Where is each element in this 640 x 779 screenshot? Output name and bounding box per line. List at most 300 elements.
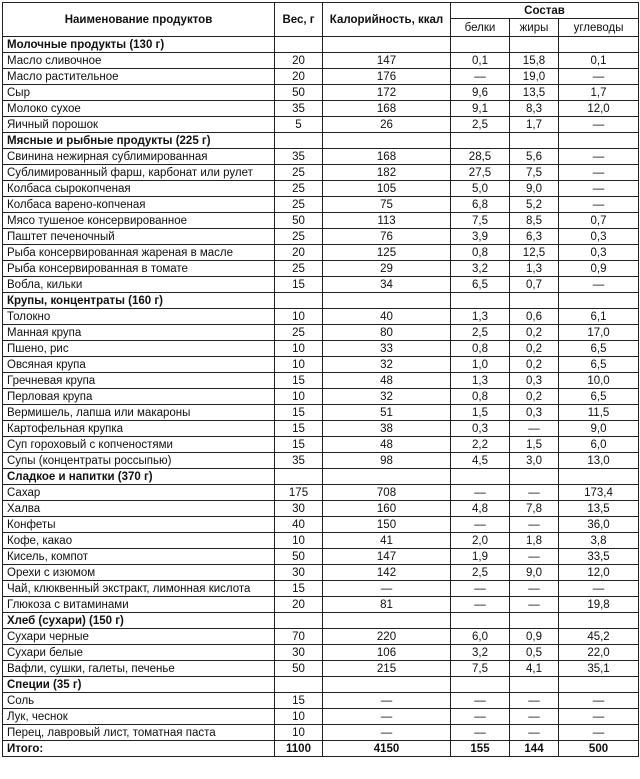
cell-name: Конфеты <box>3 517 275 533</box>
table-row <box>3 501 639 517</box>
cell-calories: 147 <box>323 549 451 565</box>
cell-calories: 142 <box>323 565 451 581</box>
cell-calories: — <box>323 581 451 597</box>
cell-calories: 76 <box>323 229 451 245</box>
cell-protein: 4,5 <box>451 453 510 469</box>
cell-weight: 35 <box>275 149 323 165</box>
cell-weight: 10 <box>275 709 323 725</box>
cell-carbs: 19,8 <box>559 597 639 613</box>
nutrition-table <box>2 2 639 757</box>
cell-carbs: 10,0 <box>559 373 639 389</box>
empty-cell <box>559 293 639 309</box>
table-row <box>3 245 639 261</box>
cell-name: Сыр <box>3 85 275 101</box>
empty-cell <box>275 677 323 693</box>
cell-protein: — <box>451 725 510 741</box>
table-row <box>3 53 639 69</box>
cell-name: Гречневая крупа <box>3 373 275 389</box>
cell-name: Лук, чеснок <box>3 709 275 725</box>
empty-cell <box>451 469 510 485</box>
section-title: Мясные и рыбные продукты (225 г) <box>3 133 275 149</box>
cell-protein: — <box>451 485 510 501</box>
total-cell-name: Итого: <box>3 741 275 757</box>
cell-fat: 8,5 <box>510 213 559 229</box>
cell-name: Сухари черные <box>3 629 275 645</box>
table-row <box>3 117 639 133</box>
cell-fat: 12,5 <box>510 245 559 261</box>
cell-fat: 9,0 <box>510 181 559 197</box>
cell-calories: 41 <box>323 533 451 549</box>
cell-name: Свинина нежирная сублимированная <box>3 149 275 165</box>
cell-name: Вафли, сушки, галеты, печенье <box>3 661 275 677</box>
cell-name: Кисель, компот <box>3 549 275 565</box>
cell-fat: 9,0 <box>510 565 559 581</box>
header-protein: белки <box>451 19 510 37</box>
cell-calories: 32 <box>323 389 451 405</box>
cell-calories: 40 <box>323 309 451 325</box>
cell-weight: 15 <box>275 373 323 389</box>
cell-protein: 6,8 <box>451 197 510 213</box>
cell-carbs: 17,0 <box>559 325 639 341</box>
cell-carbs: 0,1 <box>559 53 639 69</box>
cell-fat: 0,2 <box>510 325 559 341</box>
cell-weight: 70 <box>275 629 323 645</box>
table-row <box>3 709 639 725</box>
table-row <box>3 645 639 661</box>
cell-protein: 0,3 <box>451 421 510 437</box>
cell-fat: 5,6 <box>510 149 559 165</box>
cell-protein: 7,5 <box>451 661 510 677</box>
cell-fat: — <box>510 581 559 597</box>
cell-name: Мясо тушеное консервированное <box>3 213 275 229</box>
cell-carbs: — <box>559 725 639 741</box>
cell-weight: 50 <box>275 549 323 565</box>
section-header-row <box>3 133 639 149</box>
table-row <box>3 69 639 85</box>
cell-name: Картофельная крупка <box>3 421 275 437</box>
empty-cell <box>323 469 451 485</box>
section-title: Сладкое и напитки (370 г) <box>3 469 275 485</box>
cell-calories: — <box>323 709 451 725</box>
cell-name: Масло растительное <box>3 69 275 85</box>
empty-cell <box>510 37 559 53</box>
cell-weight: 20 <box>275 245 323 261</box>
cell-protein: 1,5 <box>451 405 510 421</box>
table-row <box>3 101 639 117</box>
cell-weight: 25 <box>275 165 323 181</box>
cell-weight: 175 <box>275 485 323 501</box>
table-row <box>3 453 639 469</box>
cell-carbs: — <box>559 197 639 213</box>
empty-cell <box>510 469 559 485</box>
cell-fat: 15,8 <box>510 53 559 69</box>
cell-fat: 7,5 <box>510 165 559 181</box>
table-row <box>3 565 639 581</box>
cell-fat: 1,7 <box>510 117 559 133</box>
cell-weight: 10 <box>275 357 323 373</box>
table-row <box>3 533 639 549</box>
cell-fat: — <box>510 517 559 533</box>
cell-weight: 10 <box>275 533 323 549</box>
section-title: Молочные продукты (130 г) <box>3 37 275 53</box>
header-composition: Состав <box>451 3 639 19</box>
cell-carbs: — <box>559 709 639 725</box>
cell-weight: 10 <box>275 389 323 405</box>
cell-name: Соль <box>3 693 275 709</box>
cell-calories: 75 <box>323 197 451 213</box>
cell-carbs: — <box>559 117 639 133</box>
header-name: Наименование продуктов <box>3 3 275 37</box>
table-row <box>3 389 639 405</box>
total-cell-calories: 4150 <box>323 741 451 757</box>
cell-protein: — <box>451 581 510 597</box>
empty-cell <box>510 613 559 629</box>
cell-name: Вобла, кильки <box>3 277 275 293</box>
cell-name: Перловая крупа <box>3 389 275 405</box>
cell-calories: 48 <box>323 437 451 453</box>
table-row <box>3 309 639 325</box>
cell-protein: 3,2 <box>451 261 510 277</box>
cell-protein: 28,5 <box>451 149 510 165</box>
cell-weight: 15 <box>275 437 323 453</box>
cell-fat: 4,1 <box>510 661 559 677</box>
cell-protein: 3,2 <box>451 645 510 661</box>
table-row <box>3 325 639 341</box>
cell-weight: 10 <box>275 309 323 325</box>
cell-carbs: 6,0 <box>559 437 639 453</box>
table-row <box>3 581 639 597</box>
cell-protein: 0,8 <box>451 389 510 405</box>
cell-carbs: 0,9 <box>559 261 639 277</box>
cell-carbs: — <box>559 277 639 293</box>
empty-cell <box>510 293 559 309</box>
cell-protein: 0,1 <box>451 53 510 69</box>
cell-fat: 8,3 <box>510 101 559 117</box>
cell-calories: — <box>323 693 451 709</box>
table-row <box>3 277 639 293</box>
table-row <box>3 197 639 213</box>
cell-protein: 6,0 <box>451 629 510 645</box>
empty-cell <box>323 133 451 149</box>
cell-carbs: 3,8 <box>559 533 639 549</box>
cell-name: Халва <box>3 501 275 517</box>
cell-calories: 51 <box>323 405 451 421</box>
cell-protein: — <box>451 69 510 85</box>
empty-cell <box>275 293 323 309</box>
cell-carbs: 6,5 <box>559 341 639 357</box>
cell-name: Сухари белые <box>3 645 275 661</box>
cell-weight: 35 <box>275 101 323 117</box>
cell-calories: 26 <box>323 117 451 133</box>
cell-fat: 0,3 <box>510 405 559 421</box>
cell-fat: 1,8 <box>510 533 559 549</box>
cell-calories: 113 <box>323 213 451 229</box>
cell-protein: — <box>451 693 510 709</box>
section-header-row <box>3 677 639 693</box>
table-row <box>3 485 639 501</box>
cell-fat: 13,5 <box>510 85 559 101</box>
cell-weight: 50 <box>275 213 323 229</box>
cell-carbs: 13,0 <box>559 453 639 469</box>
cell-fat: — <box>510 709 559 725</box>
cell-calories: 147 <box>323 53 451 69</box>
cell-name: Супы (концентраты россыпью) <box>3 453 275 469</box>
cell-calories: 34 <box>323 277 451 293</box>
table-row <box>3 405 639 421</box>
cell-name: Сахар <box>3 485 275 501</box>
table-row <box>3 421 639 437</box>
empty-cell <box>275 613 323 629</box>
total-row <box>3 741 639 757</box>
cell-carbs: — <box>559 581 639 597</box>
cell-carbs: — <box>559 693 639 709</box>
cell-name: Глюкоза с витаминами <box>3 597 275 613</box>
cell-carbs: 9,0 <box>559 421 639 437</box>
cell-fat: 0,7 <box>510 277 559 293</box>
cell-carbs: 11,5 <box>559 405 639 421</box>
cell-carbs: 0,3 <box>559 245 639 261</box>
table-row <box>3 437 639 453</box>
cell-fat: 19,0 <box>510 69 559 85</box>
cell-weight: 30 <box>275 645 323 661</box>
cell-calories: 168 <box>323 101 451 117</box>
cell-carbs: 35,1 <box>559 661 639 677</box>
cell-calories: 32 <box>323 357 451 373</box>
cell-calories: 176 <box>323 69 451 85</box>
table-row <box>3 517 639 533</box>
cell-name: Овсяная крупа <box>3 357 275 373</box>
section-header-row <box>3 613 639 629</box>
cell-calories: 29 <box>323 261 451 277</box>
cell-name: Рыба консервированная жареная в масле <box>3 245 275 261</box>
cell-carbs: — <box>559 149 639 165</box>
cell-weight: 15 <box>275 405 323 421</box>
cell-carbs: 45,2 <box>559 629 639 645</box>
table-row <box>3 725 639 741</box>
empty-cell <box>323 293 451 309</box>
cell-name: Сублимированный фарш, карбонат или рулет <box>3 165 275 181</box>
cell-protein: 2,5 <box>451 565 510 581</box>
empty-cell <box>559 677 639 693</box>
cell-fat: 0,2 <box>510 341 559 357</box>
cell-carbs: — <box>559 165 639 181</box>
empty-cell <box>323 677 451 693</box>
cell-weight: 15 <box>275 693 323 709</box>
cell-carbs: 36,0 <box>559 517 639 533</box>
cell-name: Пшено, рис <box>3 341 275 357</box>
cell-weight: 15 <box>275 277 323 293</box>
table-header <box>3 3 639 37</box>
cell-name: Вермишель, лапша или макароны <box>3 405 275 421</box>
cell-carbs: 6,5 <box>559 357 639 373</box>
cell-fat: 0,6 <box>510 309 559 325</box>
table-row <box>3 661 639 677</box>
cell-name: Манная крупа <box>3 325 275 341</box>
empty-cell <box>451 37 510 53</box>
cell-protein: — <box>451 709 510 725</box>
cell-fat: 1,5 <box>510 437 559 453</box>
table-row <box>3 229 639 245</box>
cell-calories: 708 <box>323 485 451 501</box>
cell-calories: 220 <box>323 629 451 645</box>
cell-weight: 25 <box>275 181 323 197</box>
cell-carbs: 173,4 <box>559 485 639 501</box>
cell-fat: — <box>510 725 559 741</box>
total-cell-carbs: 500 <box>559 741 639 757</box>
section-title: Хлеб (сухари) (150 г) <box>3 613 275 629</box>
cell-fat: — <box>510 549 559 565</box>
cell-calories: 38 <box>323 421 451 437</box>
cell-calories: 81 <box>323 597 451 613</box>
cell-name: Рыба консервированная в томате <box>3 261 275 277</box>
cell-protein: 27,5 <box>451 165 510 181</box>
cell-calories: 172 <box>323 85 451 101</box>
empty-cell <box>323 613 451 629</box>
cell-calories: 98 <box>323 453 451 469</box>
cell-weight: 20 <box>275 69 323 85</box>
total-cell-fat: 144 <box>510 741 559 757</box>
empty-cell <box>559 613 639 629</box>
cell-fat: 7,8 <box>510 501 559 517</box>
cell-protein: 1,3 <box>451 373 510 389</box>
cell-calories: 215 <box>323 661 451 677</box>
cell-name: Паштет печеночный <box>3 229 275 245</box>
cell-carbs: 12,0 <box>559 565 639 581</box>
cell-protein: 9,1 <box>451 101 510 117</box>
table-row <box>3 693 639 709</box>
table-body <box>3 37 639 757</box>
header-carbs: углеводы <box>559 19 639 37</box>
table-row <box>3 549 639 565</box>
cell-fat: — <box>510 421 559 437</box>
cell-fat: 5,2 <box>510 197 559 213</box>
cell-protein: 3,9 <box>451 229 510 245</box>
cell-name: Масло сливочное <box>3 53 275 69</box>
empty-cell <box>275 469 323 485</box>
empty-cell <box>559 133 639 149</box>
cell-weight: 15 <box>275 421 323 437</box>
cell-weight: 50 <box>275 661 323 677</box>
cell-name: Молоко сухое <box>3 101 275 117</box>
cell-protein: 5,0 <box>451 181 510 197</box>
cell-weight: 20 <box>275 597 323 613</box>
cell-carbs: 33,5 <box>559 549 639 565</box>
table-row <box>3 165 639 181</box>
cell-protein: 1,3 <box>451 309 510 325</box>
cell-protein: 6,5 <box>451 277 510 293</box>
cell-protein: 2,5 <box>451 325 510 341</box>
cell-weight: 30 <box>275 501 323 517</box>
cell-carbs: — <box>559 69 639 85</box>
cell-weight: 10 <box>275 725 323 741</box>
total-cell-protein: 155 <box>451 741 510 757</box>
cell-carbs: 22,0 <box>559 645 639 661</box>
cell-carbs: 12,0 <box>559 101 639 117</box>
table-row <box>3 373 639 389</box>
empty-cell <box>559 469 639 485</box>
empty-cell <box>275 133 323 149</box>
cell-fat: 0,2 <box>510 389 559 405</box>
cell-calories: 182 <box>323 165 451 181</box>
cell-calories: 160 <box>323 501 451 517</box>
cell-weight: 15 <box>275 581 323 597</box>
empty-cell <box>451 677 510 693</box>
table-row <box>3 261 639 277</box>
cell-fat: — <box>510 485 559 501</box>
cell-weight: 40 <box>275 517 323 533</box>
cell-name: Толокно <box>3 309 275 325</box>
cell-protein: 2,0 <box>451 533 510 549</box>
table-row <box>3 597 639 613</box>
cell-calories: — <box>323 725 451 741</box>
empty-cell <box>451 613 510 629</box>
cell-fat: 0,3 <box>510 373 559 389</box>
cell-name: Колбаса сырокопченая <box>3 181 275 197</box>
cell-name: Колбаса варено-копченая <box>3 197 275 213</box>
cell-fat: — <box>510 693 559 709</box>
cell-weight: 30 <box>275 565 323 581</box>
cell-name: Яичный порошок <box>3 117 275 133</box>
cell-name: Кофе, какао <box>3 533 275 549</box>
table-row <box>3 341 639 357</box>
cell-fat: 0,5 <box>510 645 559 661</box>
cell-protein: 0,8 <box>451 341 510 357</box>
cell-weight: 5 <box>275 117 323 133</box>
cell-calories: 150 <box>323 517 451 533</box>
section-header-row <box>3 293 639 309</box>
empty-cell <box>451 293 510 309</box>
cell-fat: 0,2 <box>510 357 559 373</box>
cell-protein: 7,5 <box>451 213 510 229</box>
cell-protein: — <box>451 597 510 613</box>
cell-weight: 25 <box>275 229 323 245</box>
section-header-row <box>3 37 639 53</box>
cell-weight: 10 <box>275 341 323 357</box>
cell-carbs: 6,5 <box>559 389 639 405</box>
cell-weight: 25 <box>275 261 323 277</box>
header-weight: Вес, г <box>275 3 323 37</box>
cell-calories: 33 <box>323 341 451 357</box>
empty-cell <box>510 133 559 149</box>
cell-fat: 3,0 <box>510 453 559 469</box>
table-row <box>3 85 639 101</box>
cell-calories: 125 <box>323 245 451 261</box>
cell-calories: 80 <box>323 325 451 341</box>
cell-carbs: 1,7 <box>559 85 639 101</box>
table-row <box>3 181 639 197</box>
empty-cell <box>275 37 323 53</box>
table-row <box>3 357 639 373</box>
empty-cell <box>451 133 510 149</box>
cell-protein: 2,2 <box>451 437 510 453</box>
cell-name: Перец, лавровый лист, томатная паста <box>3 725 275 741</box>
cell-weight: 35 <box>275 453 323 469</box>
cell-fat: — <box>510 597 559 613</box>
table-row <box>3 629 639 645</box>
empty-cell <box>559 37 639 53</box>
header-calories: Калорийность, ккал <box>323 3 451 37</box>
cell-weight: 20 <box>275 53 323 69</box>
cell-calories: 105 <box>323 181 451 197</box>
cell-carbs: 0,7 <box>559 213 639 229</box>
cell-name: Орехи с изюмом <box>3 565 275 581</box>
cell-protein: — <box>451 517 510 533</box>
cell-carbs: 0,3 <box>559 229 639 245</box>
cell-protein: 1,9 <box>451 549 510 565</box>
cell-protein: 2,5 <box>451 117 510 133</box>
cell-fat: 0,9 <box>510 629 559 645</box>
empty-cell <box>323 37 451 53</box>
